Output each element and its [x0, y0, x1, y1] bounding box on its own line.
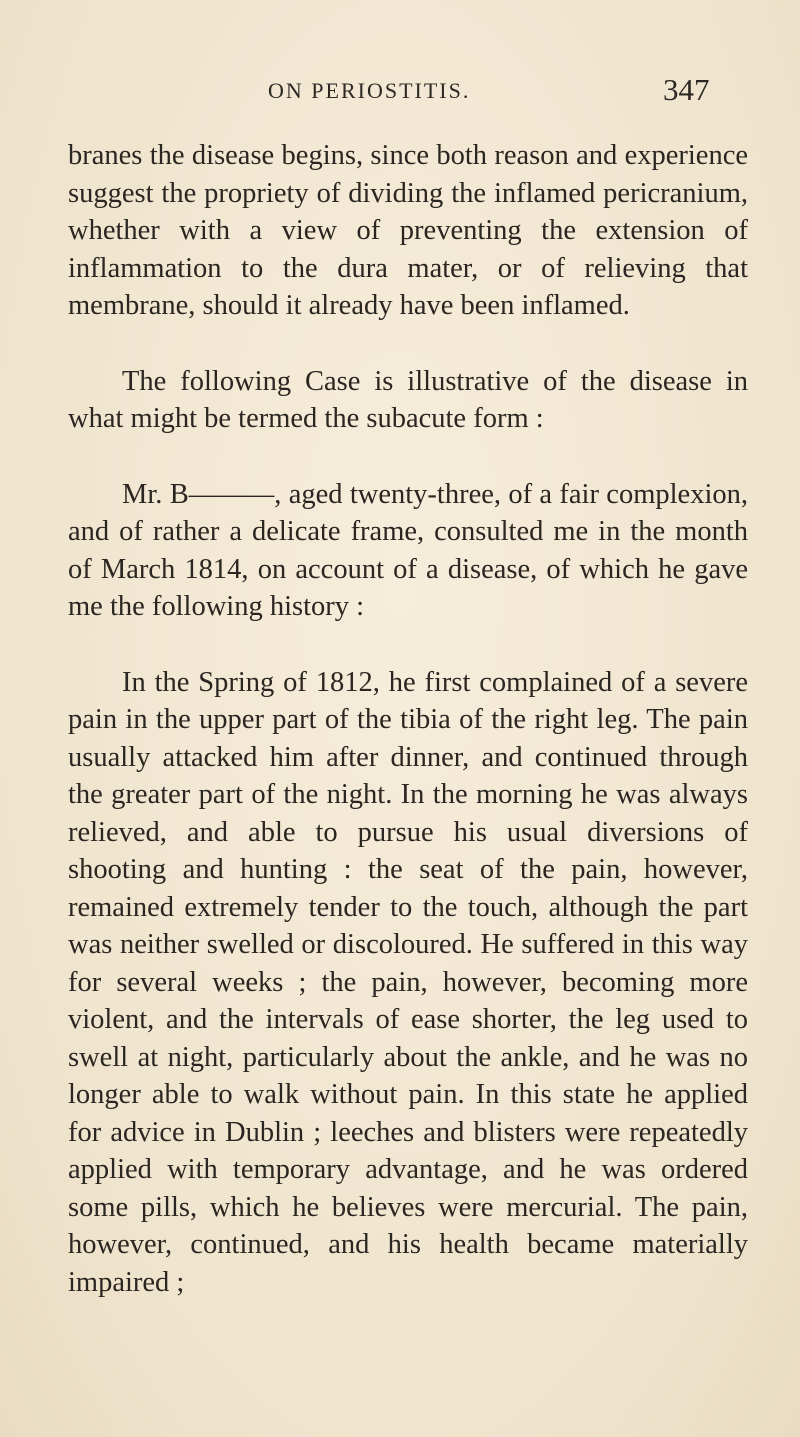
paragraph-history: In the Spring of 1812, he first complained of a severe pain in the upper part of the tibia of the right leg. The pain usually attacked him after dinner, and continued through the greater part of the night. In the morning he was always relieved, and able to pursue his usual diversions of shooting and hunting : the seat of the pain, however, remained extremely tender to the touch, although the part was neither swelled or discoloured. He suffered in this way for several weeks ; the pain, however, becoming more violent, and the intervals of ease shorter, the leg used to swell at night, particularly about the ankle, and he was no longer able to walk without pain. In this state he applied for advice in Dublin ; leeches and blisters were repeatedly applied with temporary advantage, and he was ordered some pills, which he believes were mercurial. The pain, however, continued, and his health became materially impaired ; [68, 666, 748, 1298]
running-head [0, 72, 800, 118]
body-text [68, 137, 748, 1301]
paragraph-patient-description: Mr. B———, aged twenty-three, of a fair complexion, and of rather a delicate frame, consulted me in the month of March 1814, on account of a disease, of which he gave me the following history : [68, 478, 748, 622]
page-number: 347 [663, 72, 710, 107]
paragraph-case-intro: The following Case is illustrative of the disease in what might be termed the subacute form : [68, 365, 748, 434]
paragraph-continuation: branes the disease begins, since both reason and experience suggest the propriety of dividing the inflamed pericranium, whether with a view of preventing the extension of inflammation to the dura mater, or of relieving that membrane, should it already have been inflamed. [68, 140, 748, 321]
running-title: ON PERIOSTITIS. [268, 78, 471, 103]
